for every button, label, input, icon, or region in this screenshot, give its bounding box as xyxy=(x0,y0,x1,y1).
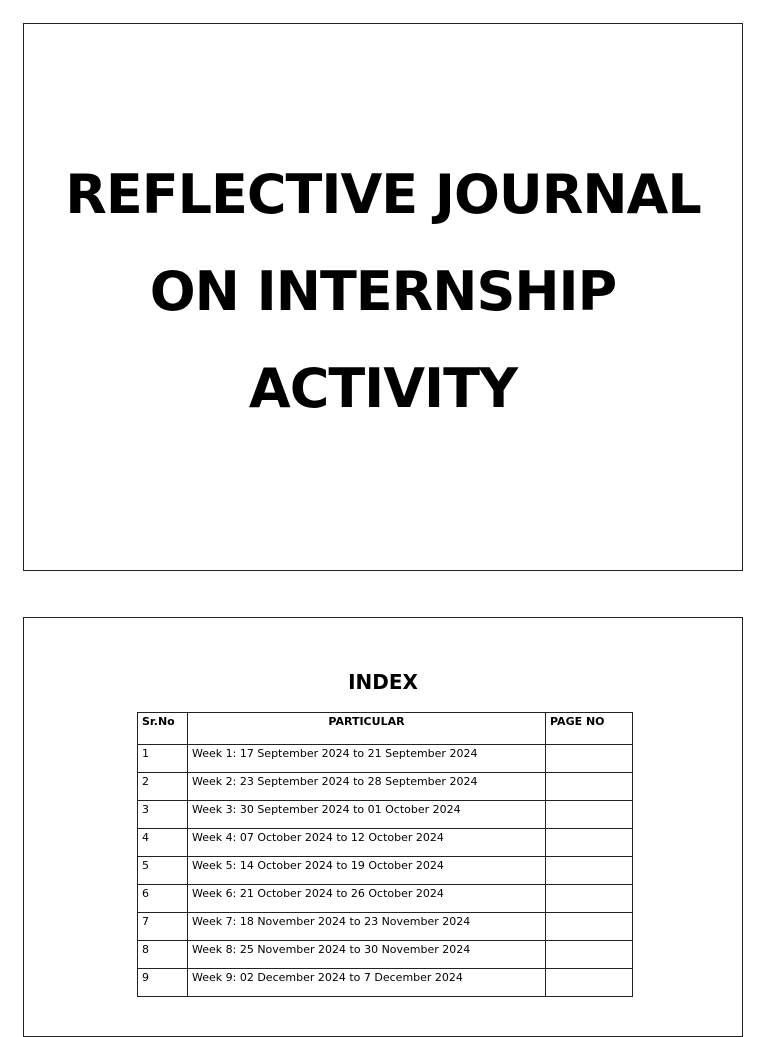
cell-particular: Week 2: 23 September 2024 to 28 September 2024 xyxy=(188,773,546,801)
cell-srno: 6 xyxy=(138,885,188,913)
column-header-particular: PARTICULAR xyxy=(188,713,546,745)
table-row xyxy=(138,885,633,913)
cell-particular: Week 1: 17 September 2024 to 21 September 2024 xyxy=(188,745,546,773)
table-row xyxy=(138,745,633,773)
cover-page xyxy=(23,23,743,571)
index-table-body xyxy=(138,745,633,997)
cell-srno: 8 xyxy=(138,941,188,969)
cell-page-no xyxy=(546,801,633,829)
cover-title-line-1: REFLECTIVE JOURNAL xyxy=(65,162,701,226)
table-row xyxy=(138,801,633,829)
cell-particular: Week 7: 18 November 2024 to 23 November 2024 xyxy=(188,913,546,941)
cell-srno: 2 xyxy=(138,773,188,801)
table-row xyxy=(138,857,633,885)
table-row xyxy=(138,969,633,997)
cell-page-no xyxy=(546,745,633,773)
cell-particular: Week 8: 25 November 2024 to 30 November 2024 xyxy=(188,941,546,969)
table-row xyxy=(138,913,633,941)
cell-particular: Week 9: 02 December 2024 to 7 December 2024 xyxy=(188,969,546,997)
column-header-page-no: PAGE NO xyxy=(546,713,633,745)
table-row xyxy=(138,829,633,857)
index-heading: INDEX xyxy=(348,670,418,694)
cell-srno: 4 xyxy=(138,829,188,857)
cell-page-no xyxy=(546,969,633,997)
cover-title-line-2: ON INTERNSHIP xyxy=(149,259,617,323)
cell-particular: Week 5: 14 October 2024 to 19 October 2024 xyxy=(188,857,546,885)
cell-page-no xyxy=(546,829,633,857)
cell-particular: Week 4: 07 October 2024 to 12 October 2024 xyxy=(188,829,546,857)
index-table xyxy=(137,712,633,997)
cell-srno: 5 xyxy=(138,857,188,885)
cell-page-no xyxy=(546,857,633,885)
cell-particular: Week 3: 30 September 2024 to 01 October 2024 xyxy=(188,801,546,829)
table-row xyxy=(138,773,633,801)
table-row xyxy=(138,941,633,969)
cell-srno: 7 xyxy=(138,913,188,941)
cell-page-no xyxy=(546,773,633,801)
cell-srno: 3 xyxy=(138,801,188,829)
cell-page-no xyxy=(546,941,633,969)
cover-title-line-3: ACTIVITY xyxy=(248,356,518,420)
column-header-srno: Sr.No xyxy=(138,713,188,745)
cell-srno: 1 xyxy=(138,745,188,773)
table-header-row xyxy=(138,713,633,745)
cell-particular: Week 6: 21 October 2024 to 26 October 2024 xyxy=(188,885,546,913)
cover-title xyxy=(65,146,701,449)
index-page xyxy=(23,617,743,1037)
cell-page-no xyxy=(546,913,633,941)
cell-srno: 9 xyxy=(138,969,188,997)
cell-page-no xyxy=(546,885,633,913)
